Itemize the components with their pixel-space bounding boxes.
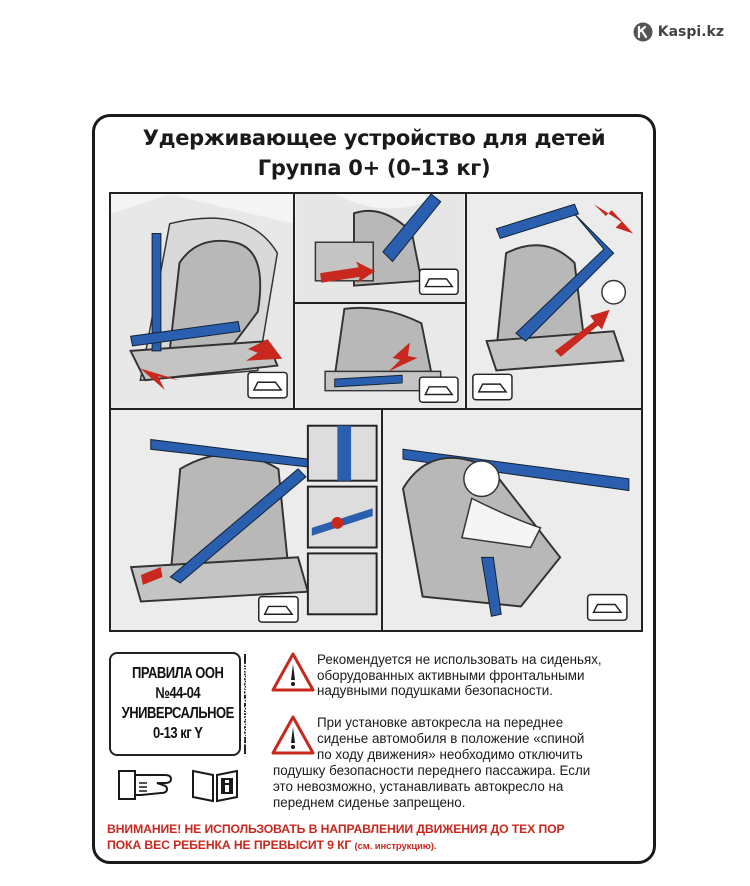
regulation-line-2: №44-04 xyxy=(155,685,201,702)
kaspi-logo-icon xyxy=(633,22,653,42)
manual-hand-icon xyxy=(117,767,177,803)
front-seat-warning-line-3: по ходу движения» необходимо отключить xyxy=(317,747,583,762)
step-1-drawing xyxy=(111,194,293,408)
title-line-2: Группа 0+ (0–13 кг) xyxy=(257,156,491,180)
forward-facing-warning-line-2: ПОКА ВЕС РЕБЕНКА НЕ ПРЕВЫСИТ 9 КГ xyxy=(107,838,352,852)
info-book-icon xyxy=(191,767,239,803)
front-seat-warning-line-1: При установке автокресла на переднее xyxy=(317,715,564,730)
illustration-step-1 xyxy=(109,192,295,410)
regulation-line-3: УНИВЕРСАЛЬНОЕ xyxy=(121,705,234,722)
step-4-drawing xyxy=(111,410,381,630)
illustration-step-4 xyxy=(109,408,383,632)
regulation-line-4: 0-13 кг Y xyxy=(153,725,203,742)
illustration-step-2b xyxy=(293,302,467,410)
front-seat-warning-line-6: переднем сиденье запрещено. xyxy=(273,795,466,810)
front-seat-warning-line-2: сиденье автомобиля в положение «спиной xyxy=(317,731,585,746)
front-seat-warning-line-5: это невозможно, устанавливать автокресло на xyxy=(273,779,564,794)
forward-facing-warning-note: (см. инструкцию). xyxy=(354,841,437,852)
warning-triangle-icon xyxy=(271,715,315,755)
un-regulation-box xyxy=(109,652,252,756)
made-in-russia-strip xyxy=(241,654,252,754)
step-2a-drawing xyxy=(295,194,465,302)
illustration-step-2a xyxy=(293,192,467,304)
illustration-step-5 xyxy=(381,408,643,632)
front-seat-warning-line-4: подушку безопасности переднего пассажира. Если xyxy=(273,763,591,778)
child-seat-label xyxy=(92,114,656,864)
airbag-recommendation-text: Рекомендуется не использовать на сиденьях, оборудованных активными фронтальными надувными подушками безопасности. xyxy=(317,652,602,698)
brand-logo xyxy=(633,22,724,42)
title-line-1: Удерживающее устройство для детей xyxy=(142,126,606,150)
brand-name: Kaspi.kz xyxy=(657,24,724,40)
forward-facing-warning-line-1: ВНИМАНИЕ! НЕ ИСПОЛЬЗОВАТЬ В НАПРАВЛЕНИИ ДВИЖЕНИЯ ДО ТЕХ ПОР xyxy=(107,822,565,836)
forward-facing-warning xyxy=(107,821,647,855)
illustration-step-3 xyxy=(465,192,643,410)
step-2b-drawing xyxy=(295,304,465,408)
step-3-drawing xyxy=(467,194,641,408)
label-title xyxy=(95,123,653,183)
regulation-text xyxy=(122,654,234,754)
regulation-line-1: ПРАВИЛА ООН xyxy=(132,665,224,682)
made-in-russia-text: Сделано в России xyxy=(241,663,252,745)
warning-triangle-icon xyxy=(271,652,315,692)
instruction-icons xyxy=(117,767,239,803)
step-5-drawing xyxy=(383,410,641,630)
